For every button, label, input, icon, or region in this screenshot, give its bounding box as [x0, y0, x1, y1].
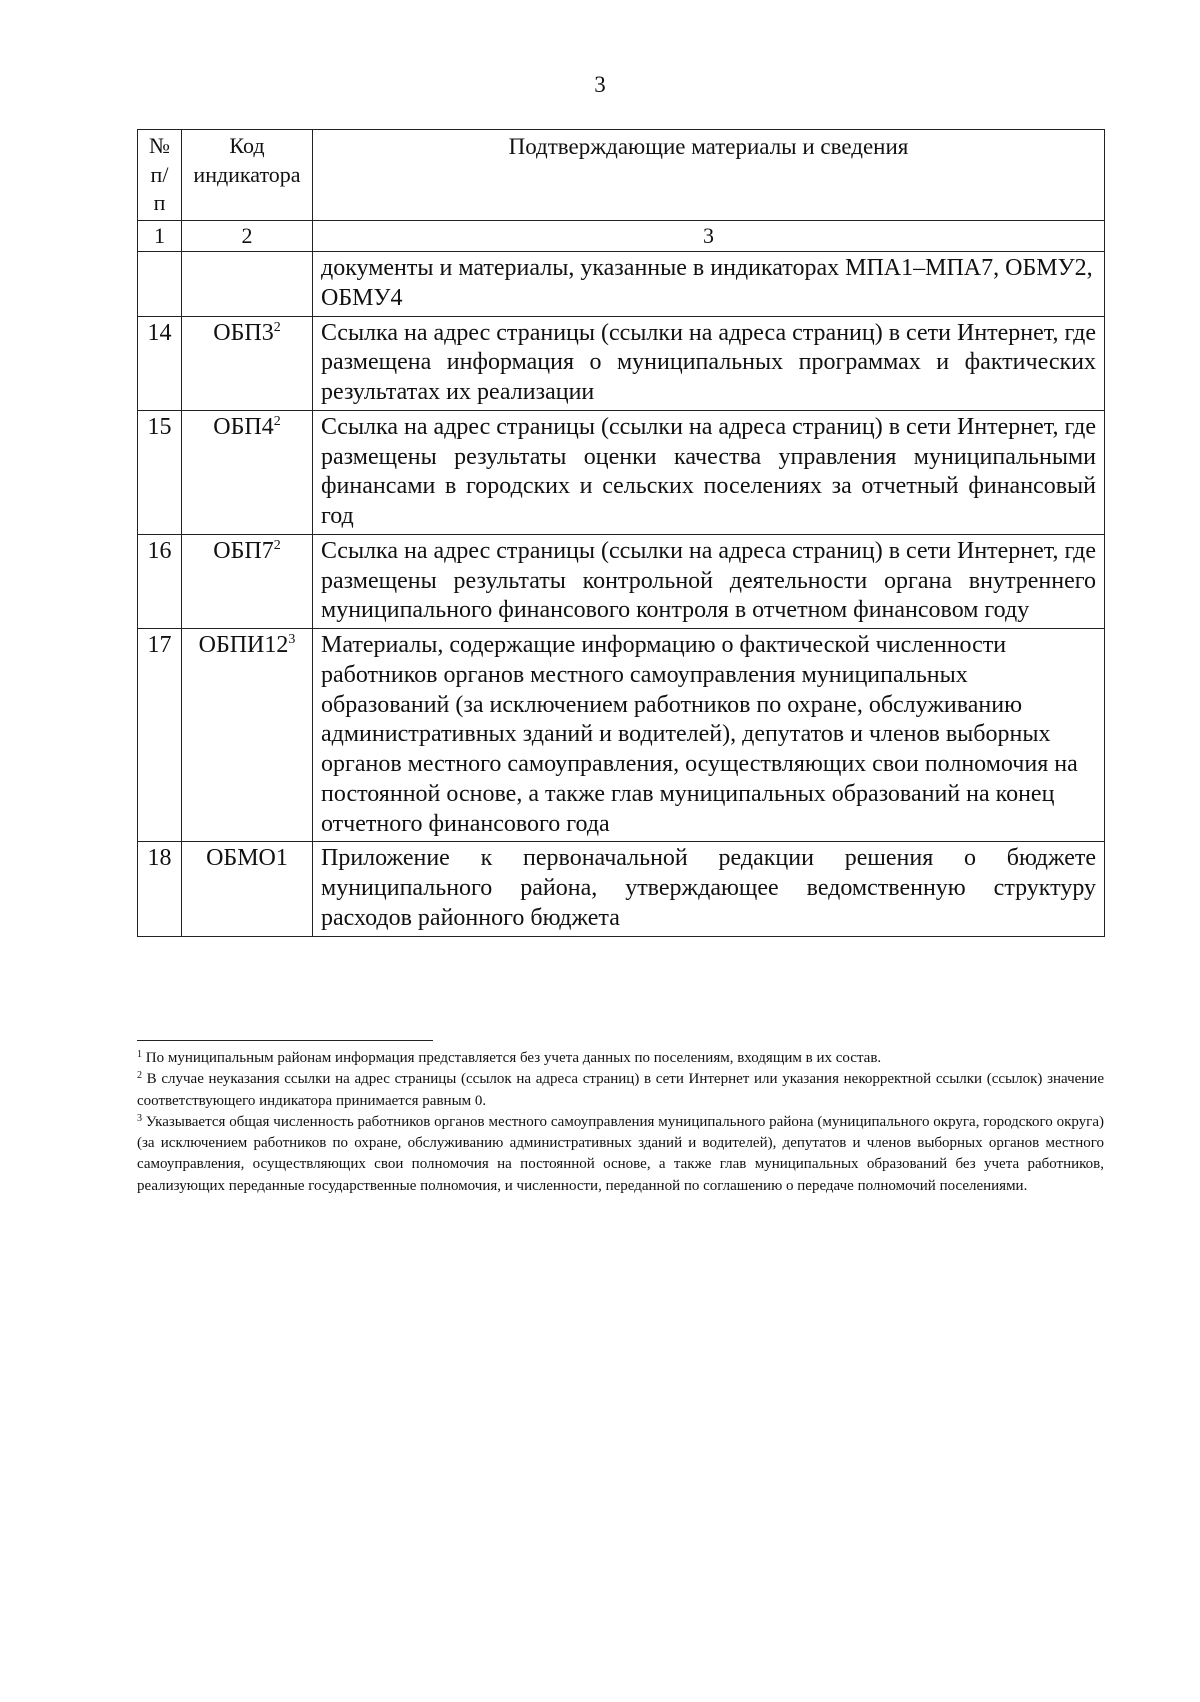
table-row: [138, 316, 1105, 410]
row-text: Ссылка на адрес страницы (ссылки на адреса страниц) в сети Интернет, где размещены результаты контрольной деятельности органа внутреннего муниципального финансового контроля в отчетном финансовом году: [313, 534, 1105, 628]
page-number: 3: [594, 72, 606, 97]
footnote-ref: 3: [288, 632, 296, 648]
code-text: ОБП3: [213, 319, 274, 346]
footnotes: [137, 1048, 1104, 1197]
row-number: 14: [138, 316, 182, 410]
code-text: ОБП4: [213, 413, 274, 440]
footnote-mark: 3: [137, 1112, 142, 1124]
header-number: № п/п: [138, 130, 182, 221]
footnote-ref: 2: [273, 319, 281, 335]
row-code: [182, 842, 313, 936]
code-text: ОБМО1: [206, 845, 288, 872]
footnote-2: [137, 1069, 1104, 1112]
table-row: [138, 842, 1105, 936]
footnote-3: [137, 1112, 1104, 1197]
row-code: [182, 316, 313, 410]
table-row: [138, 629, 1105, 842]
row-number: 17: [138, 629, 182, 842]
indicator-materials-table: [137, 129, 1105, 937]
footnote-1: [137, 1048, 1104, 1069]
row-text: документы и материалы, указанные в индикаторах МПА1–МПА7, ОБМУ2, ОБМУ4: [313, 252, 1105, 317]
row-text: Ссылка на адрес страницы (ссылки на адреса страниц) в сети Интернет, где размещены результаты оценки качества управления муниципальными финансами в городских и сельских поселениях за отчетный финансовый год: [313, 410, 1105, 534]
column-number-2: 2: [182, 220, 313, 251]
column-number-3: 3: [313, 220, 1105, 251]
row-number: 15: [138, 410, 182, 534]
footnote-text: Указывается общая численность работников органов местного самоуправления муниципального района (муниципального округа, городского округа) (за исключением работников по охране, обслуживанию административных зданий и водителей), депутатов и членов выборных органов местного самоуправления, осуществляющих свои полномочия на постоянной основе, а также глав муниципальных образований без учета работников, реализующих переданные государственные полномочия, и численности, переданной по соглашению о передаче полномочий поселениями.: [137, 1113, 1104, 1194]
footnote-text: В случае неуказания ссылки на адрес страницы (ссылок на адреса страниц) в сети Интернет или указания некорректной ссылки (ссылок) значение соответствующего индикатора принимается равным 0.: [137, 1071, 1104, 1109]
footnote-text: По муниципальным районам информация представляется без учета данных по поселениям, входящим в их состав.: [142, 1050, 882, 1066]
header-code: Код индикатора: [182, 130, 313, 221]
row-number-empty: [138, 252, 182, 317]
column-number-row: [138, 220, 1105, 251]
header-materials: Подтверждающие материалы и сведения: [313, 130, 1105, 221]
table-row: [138, 410, 1105, 534]
row-text: Ссылка на адрес страницы (ссылки на адреса страниц) в сети Интернет, где размещена информация о муниципальных программах и фактических результатах их реализации: [313, 316, 1105, 410]
footnote-mark: 2: [137, 1070, 142, 1082]
row-code: [182, 410, 313, 534]
table-header-row: [138, 130, 1105, 221]
footnote-ref: 2: [273, 537, 281, 553]
row-code-empty: [182, 252, 313, 317]
row-number: 18: [138, 842, 182, 936]
row-code: [182, 629, 313, 842]
row-number: 16: [138, 534, 182, 628]
row-text: Материалы, содержащие информацию о фактической численности работников органов местного самоуправления муниципальных образований (за исключением работников по охране, обслуживанию административных зданий и водителей), депутатов и членов выборных органов местного самоуправления, осуществляющих свои полномочия на постоянной основе, а также глав муниципальных образований на конец отчетного финансового года: [313, 629, 1105, 842]
footnote-separator: [137, 1040, 433, 1041]
table-row: [138, 534, 1105, 628]
column-number-1: 1: [138, 220, 182, 251]
row-text: Приложение к первоначальной редакции решения о бюджете муниципального района, утверждающее ведомственную структуру расходов районного бюджета: [313, 842, 1105, 936]
table-row-continuation: [138, 252, 1105, 317]
row-code: [182, 534, 313, 628]
footnote-mark: 1: [137, 1049, 142, 1060]
code-text: ОБП7: [213, 537, 274, 564]
footnote-ref: 2: [273, 413, 281, 429]
code-text: ОБПИ12: [198, 632, 289, 659]
